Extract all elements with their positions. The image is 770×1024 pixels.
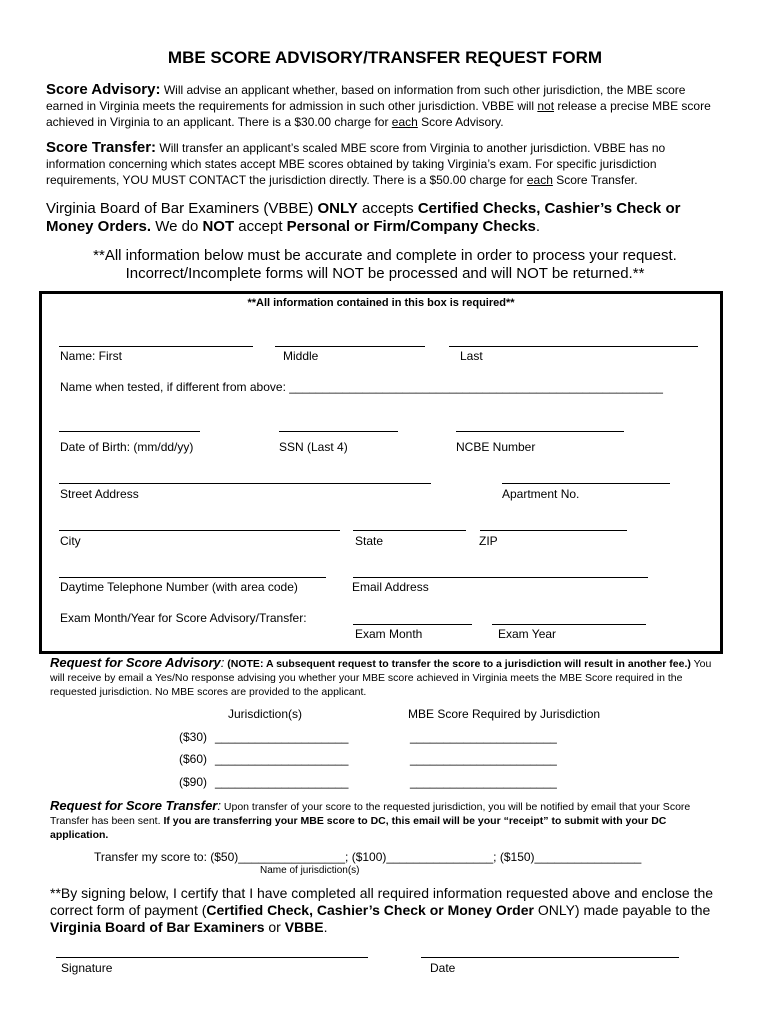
score-transfer-paragraph — [46, 140, 726, 188]
telephone-label: Daytime Telephone Number (with area code) — [60, 580, 298, 594]
request-transfer-dc-note: If you are transferring your MBE score to DC, this email will be your “receipt” to submit with your DC application. — [50, 815, 667, 841]
advisory-fee-30: ($30) — [179, 730, 208, 744]
dob-field[interactable] — [59, 431, 200, 432]
ncbe-number-field[interactable] — [456, 431, 624, 432]
request-transfer-text: Upon transfer of your score to the requested jurisdiction, you will be notified by email that your Score Transfer has been sent. — [50, 801, 691, 827]
jurisdiction-name-caption: Name of jurisdiction(s) — [260, 865, 360, 876]
request-advisory-note: (NOTE: A subsequent request to transfer the score to a jurisdiction will result in another fee.) — [224, 658, 691, 670]
advisory-fee-60: ($60) — [179, 752, 208, 766]
certification-text-2: ONLY) made payable to the — [533, 902, 711, 918]
score-advisory-each: each — [391, 115, 418, 129]
score-advisory-text-3: Score Advisory. — [417, 115, 504, 129]
last-name-label: Last — [460, 349, 483, 363]
email-label: Email Address — [352, 580, 429, 594]
score-advisory-text-1: Will advise an applicant whether, based on information from such other jurisdiction, the MBE score earned in Virginia meets the requirements for admission in such other jurisdiction. VBBE will — [46, 83, 686, 113]
zip-field[interactable] — [480, 530, 627, 531]
apartment-field[interactable] — [502, 483, 670, 484]
signature-field[interactable] — [56, 957, 368, 958]
first-name-label: Name: First — [60, 349, 123, 363]
email-field[interactable] — [353, 577, 648, 578]
score-advisory-paragraph — [46, 82, 726, 130]
score-transfer-text-2: Score Transfer. — [552, 173, 638, 187]
exam-month-year-label: Exam Month/Year for Score Advisory/Transfer: — [60, 611, 307, 625]
transfer-jurisdiction-field[interactable]: Transfer my score to: ($50)________________; ($100)________________; ($150)________________ — [94, 850, 642, 864]
certification-statement — [50, 885, 720, 936]
payment-text-3: We do — [151, 218, 203, 235]
accuracy-notice-line-1: **All information below must be accurate and complete in order to process your request. — [93, 247, 677, 264]
advisory-jurisdiction-1-field[interactable]: ____________________ — [215, 730, 349, 744]
city-field[interactable] — [59, 530, 340, 531]
payment-accepted: Certified Checks, Cashier’s Check or Money Orders. — [46, 200, 681, 235]
last-name-field[interactable] — [449, 346, 698, 347]
street-address-field[interactable] — [59, 483, 431, 484]
request-transfer-colon: : — [217, 798, 221, 813]
certification-text-1: **By signing below, I certify that I have completed all required information requested above and enclose the correct form of payment ( — [50, 885, 714, 918]
city-label: City — [60, 534, 81, 548]
apartment-label: Apartment No. — [502, 487, 580, 501]
exam-month-label: Exam Month — [355, 627, 423, 641]
signature-label: Signature — [61, 961, 113, 975]
request-advisory-text: You will receive by email a Yes/No response advising you whether your MBE score achieved in Virginia meets the MBE Score required in the requested jurisdiction. No MBE scores are provided to the applicant. — [50, 658, 712, 698]
state-field[interactable] — [353, 530, 466, 531]
date-label: Date — [430, 961, 456, 975]
advisory-jurisdiction-2-field[interactable]: ____________________ — [215, 752, 349, 766]
accuracy-notice-line-2: Incorrect/Incomplete forms will NOT be processed and will NOT be returned.** — [125, 265, 645, 282]
middle-name-label: Middle — [283, 349, 319, 363]
ssn-field[interactable] — [279, 431, 398, 432]
certification-text-4: . — [323, 919, 328, 935]
request-transfer-section — [50, 799, 720, 842]
jurisdictions-column-header: Jurisdiction(s) — [228, 707, 303, 721]
mbe-score-column-header: MBE Score Required by Jurisdiction — [408, 707, 601, 721]
certification-payee: Virginia Board of Bar Examiners — [50, 919, 265, 935]
score-advisory-text-2: release a precise MBE score achieved in Virginia to an applicant. There is a $30.00 charge for — [46, 99, 711, 129]
score-advisory-not: not — [537, 99, 555, 113]
certification-payment-types: Certified Check, Cashier’s Check or Money Order — [206, 902, 534, 918]
required-box-header: **All information contained in this box is required** — [247, 297, 515, 309]
form-title: MBE SCORE ADVISORY/TRANSFER REQUEST FORM — [167, 48, 603, 67]
score-transfer-text-1: Will transfer an applicant’s scaled MBE score from Virginia to another jurisdiction. VBBE has no information concerning which states accept MBE scores obtained by taking Virginia’s exam. For specific jurisdiction requirements, YOU MUST CONTACT the jurisdiction directly. There is a $50.00 charge for — [46, 141, 666, 187]
score-transfer-each: each — [526, 173, 553, 187]
street-address-label: Street Address — [60, 487, 139, 501]
ssn-label: SSN (Last 4) — [279, 440, 348, 454]
score-transfer-heading: Score Transfer: — [46, 139, 157, 156]
state-label: State — [355, 534, 384, 548]
payment-notice — [46, 200, 726, 236]
request-advisory-colon: : — [220, 655, 225, 670]
advisory-jurisdiction-3-field[interactable]: ____________________ — [215, 775, 349, 789]
advisory-score-1-field[interactable]: ______________________ — [410, 730, 557, 744]
first-name-field[interactable] — [59, 346, 253, 347]
certification-vbbe: VBBE — [284, 919, 324, 935]
ncbe-number-label: NCBE Number — [456, 440, 536, 454]
advisory-fee-90: ($90) — [179, 775, 208, 789]
date-field[interactable] — [421, 957, 679, 958]
payment-text-2: accepts — [357, 200, 418, 217]
payment-only: ONLY — [317, 200, 358, 217]
advisory-score-3-field[interactable]: ______________________ — [410, 775, 557, 789]
payment-not: NOT — [202, 218, 235, 235]
advisory-score-2-field[interactable]: ______________________ — [410, 752, 557, 766]
request-advisory-section — [50, 656, 720, 699]
exam-month-field[interactable] — [353, 624, 472, 625]
middle-name-field[interactable] — [275, 346, 425, 347]
request-advisory-heading: Request for Score Advisory — [50, 655, 221, 670]
score-advisory-heading: Score Advisory: — [46, 81, 161, 98]
payment-text-4: accept — [234, 218, 287, 235]
request-transfer-heading: Request for Score Transfer — [50, 798, 218, 813]
payment-text-1: Virginia Board of Bar Examiners (VBBE) — [46, 200, 318, 217]
telephone-field[interactable] — [59, 577, 326, 578]
certification-text-3: or — [264, 919, 285, 935]
name-when-tested-field[interactable]: Name when tested, if different from above: ________________________________________________________ — [60, 380, 663, 394]
exam-year-field[interactable] — [492, 624, 646, 625]
exam-year-label: Exam Year — [498, 627, 557, 641]
payment-rejected: Personal or Firm/Company Checks — [286, 218, 536, 235]
zip-label: ZIP — [479, 534, 498, 548]
payment-text-5: . — [535, 218, 541, 235]
dob-label: Date of Birth: (mm/dd/yy) — [60, 440, 194, 454]
